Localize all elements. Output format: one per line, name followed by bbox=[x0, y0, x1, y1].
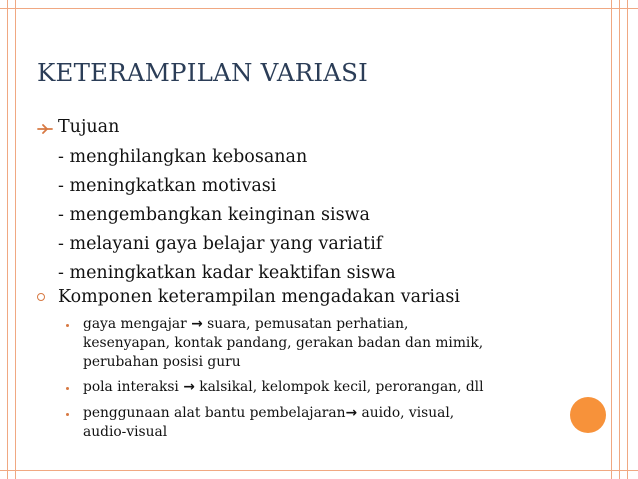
tujuan-item: - mengembangkan keinginan siswa bbox=[58, 205, 370, 225]
right-arrow-icon: → bbox=[345, 405, 358, 421]
border-line-right-2 bbox=[619, 0, 620, 479]
komponen-item-pola bbox=[83, 379, 484, 395]
komponen-item-text: auido, visual, bbox=[361, 405, 455, 421]
komponen-item-text: gaya mengajar bbox=[83, 316, 187, 332]
dot-bullet-icon bbox=[66, 324, 69, 327]
border-line-bottom bbox=[0, 470, 638, 471]
dot-bullet-icon bbox=[66, 413, 69, 416]
komponen-item-text: kesenyapan, kontak pandang, gerakan badan dan mimik, bbox=[83, 335, 484, 351]
komponen-item-text: perubahan posisi guru bbox=[83, 354, 241, 370]
komponen-item-alat bbox=[83, 405, 454, 421]
slide-title: KETERAMPILAN VARIASI bbox=[37, 58, 368, 87]
border-line-left-inner bbox=[15, 0, 16, 479]
tujuan-item: - meningkatkan motivasi bbox=[58, 176, 277, 196]
orange-circle-decoration bbox=[570, 397, 606, 433]
tujuan-item: - menghilangkan kebosanan bbox=[58, 147, 308, 167]
tujuan-item: - melayani gaya belajar yang variatif bbox=[58, 234, 383, 254]
border-line-left-outer bbox=[7, 0, 8, 479]
komponen-item-text: pola interaksi bbox=[83, 379, 179, 395]
border-line-top bbox=[0, 8, 638, 9]
tujuan-item: - meningkatkan kadar keaktifan siswa bbox=[58, 263, 396, 283]
komponen-item-text: kalsikal, kelompok kecil, perorangan, dll bbox=[199, 379, 484, 395]
arrow-bullet-icon bbox=[37, 122, 53, 136]
border-line-right-3 bbox=[627, 0, 628, 479]
ring-bullet-icon bbox=[37, 293, 45, 301]
tujuan-heading: Tujuan bbox=[58, 117, 120, 137]
komponen-heading: Komponen keterampilan mengadakan variasi bbox=[58, 287, 460, 307]
right-arrow-icon: → bbox=[191, 316, 203, 332]
komponen-item-text: suara, pemusatan perhatian, bbox=[207, 316, 409, 332]
komponen-item-text: penggunaan alat bantu pembelajaran bbox=[83, 405, 346, 421]
right-arrow-icon: → bbox=[183, 379, 195, 395]
komponen-item-gaya bbox=[83, 316, 408, 332]
border-line-right-1 bbox=[611, 0, 612, 479]
komponen-item-text: audio-visual bbox=[83, 424, 168, 440]
dot-bullet-icon bbox=[66, 387, 69, 390]
